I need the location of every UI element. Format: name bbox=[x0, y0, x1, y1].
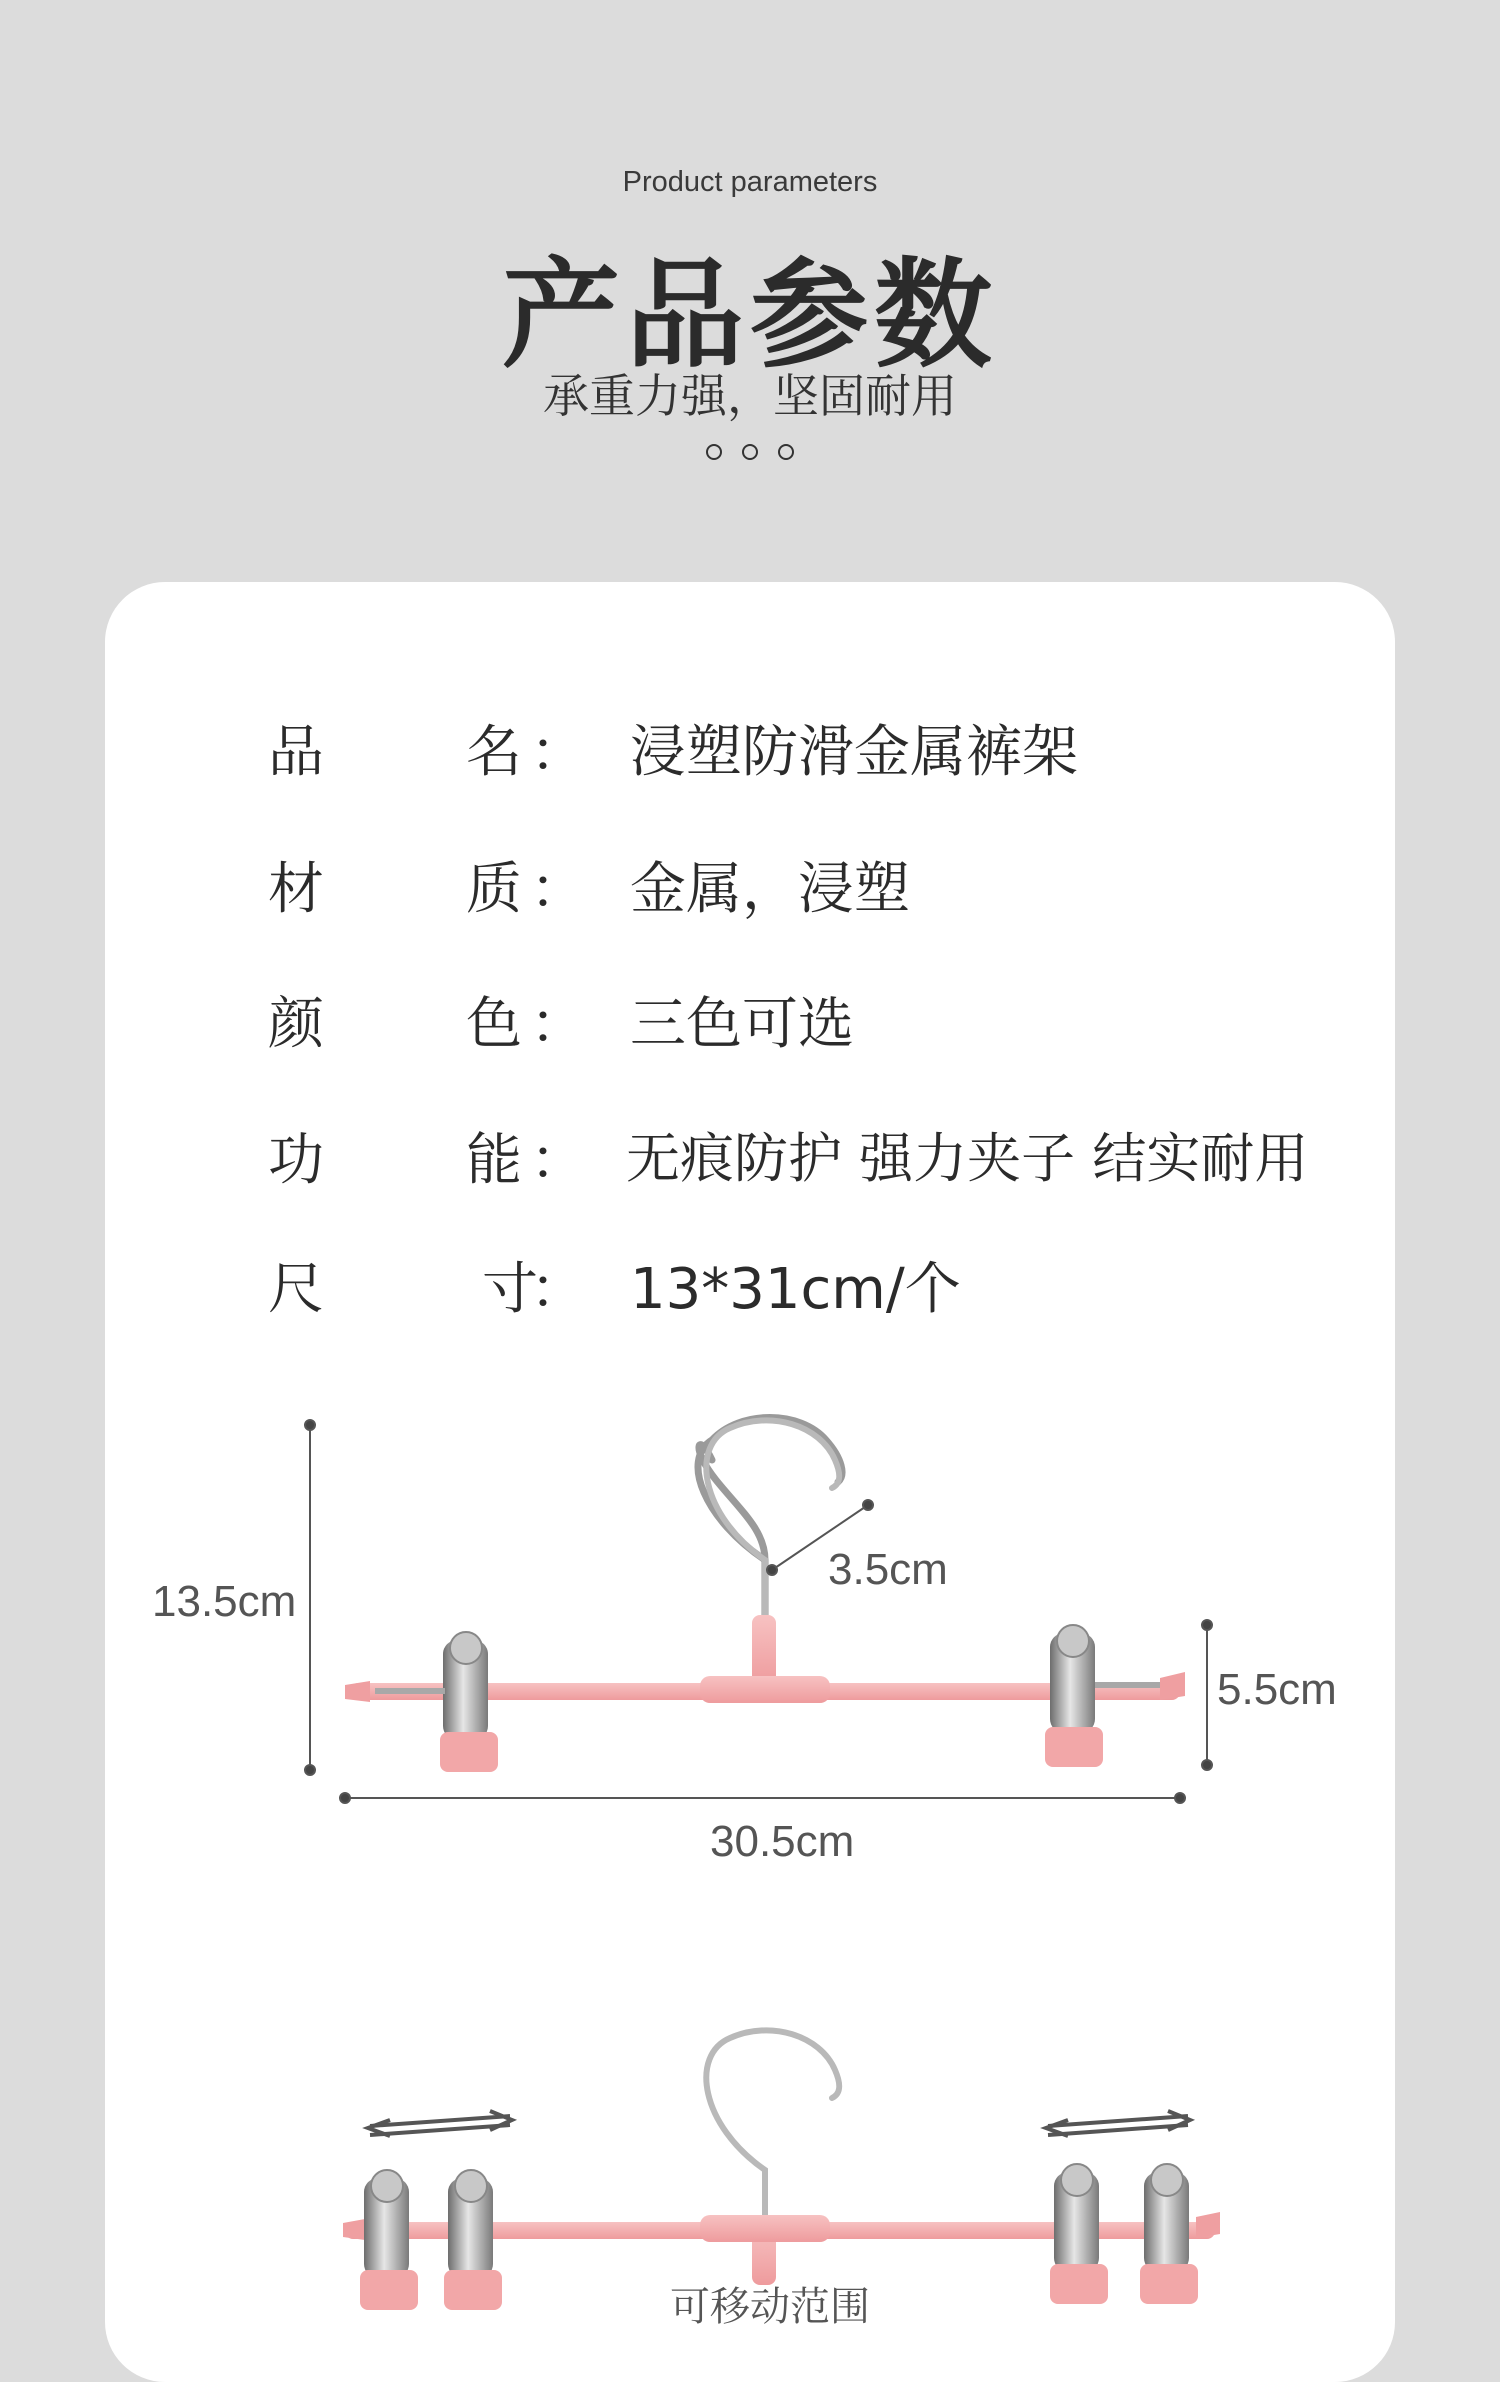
spec-key-char: 尺 bbox=[268, 1257, 324, 1322]
spec-key-char: 能 bbox=[466, 1128, 522, 1193]
spec-colon: ： bbox=[530, 857, 586, 922]
dimension-hook-label: 3.5cm bbox=[828, 1545, 948, 1594]
hook-icon bbox=[706, 2030, 839, 2232]
spec-value: 三色可选 bbox=[630, 992, 854, 1057]
header-subtitle-en: Product parameters bbox=[622, 166, 878, 198]
spec-key-char: 颜 bbox=[268, 992, 324, 1057]
dimension-width-label: 30.5cm bbox=[710, 1817, 855, 1866]
spec-colon: ： bbox=[530, 1257, 586, 1322]
spec-key-char: 品 bbox=[268, 720, 324, 785]
spec-colon: ： bbox=[530, 720, 586, 785]
spec-key-char: 功 bbox=[268, 1128, 324, 1193]
spec-value: 金属，浸塑 bbox=[630, 857, 910, 922]
hook-icon bbox=[698, 1418, 842, 1621]
spec-colon: ： bbox=[530, 1128, 586, 1193]
double-arrow-icon bbox=[368, 2111, 512, 2136]
spec-colon: ： bbox=[530, 992, 586, 1057]
hanger-illustration-movable bbox=[343, 2030, 1220, 2310]
hanger-illustration bbox=[345, 1418, 1185, 1773]
dimension-height-label: 13.5cm bbox=[152, 1577, 297, 1626]
spec-value: 无痕防护 强力夹子 结实耐用 bbox=[626, 1127, 1309, 1190]
page-title: 产品参数 bbox=[501, 246, 998, 384]
spec-value: 浸塑防滑金属裤架 bbox=[630, 720, 1078, 785]
header-tagline: 承重力强，坚固耐用 bbox=[543, 369, 957, 423]
movable-range-label: 可移动范围 bbox=[670, 2284, 870, 2330]
dimension-clip-label: 5.5cm bbox=[1217, 1665, 1337, 1714]
spec-key-char: 色 bbox=[466, 992, 522, 1057]
double-arrow-icon bbox=[1046, 2111, 1190, 2136]
clip-icon bbox=[375, 1632, 498, 1772]
spec-key-char: 质 bbox=[466, 857, 522, 922]
spec-key-char: 名 bbox=[466, 720, 522, 785]
spec-value: 13*31cm/个 bbox=[630, 1257, 961, 1322]
spec-key-char: 材 bbox=[268, 857, 324, 922]
spec-key-char: 寸 bbox=[482, 1257, 538, 1322]
